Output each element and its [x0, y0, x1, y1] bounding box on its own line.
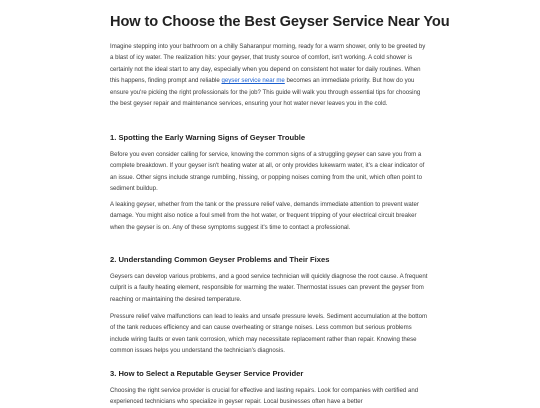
geyser-service-link[interactable]: geyser service near me [221, 77, 285, 85]
intro-text-after-link: becomes an immediate priority. But how do you ensure you're picking the right professionals for the job? This guide will walk you through essential tips for choosing the best geyser repair and maintenance services, ensuring your hot water never leaves you in the cold. [110, 77, 421, 108]
intro-text-before-link: Imagine stepping into your bathroom on a chilly Saharanpur morning, ready for a warm shower, only to be greeted by a blast of icy water. The realization hits: your geyser, that trusty source of comfort, isn't working. A cold shower is certainly not the ideal start to any day, especially when you depend on consistent hot water for daily routines. When this happens, finding prompt and reliable [110, 43, 426, 85]
section-2-paragraph-2: Pressure relief valve malfunctions can lead to leaks and unsafe pressure levels. Sediment accumulation at the bottom of the tank reduces efficiency and can cause overheating or strange noises. Less common but serious problems include wiring faults or even tank corrosion, which may necessitate replacement rather than repair. Knowing these common issues helps you understand the technician's diagnosis. [110, 313, 428, 355]
section-2-heading: 2. Understanding Common Geyser Problems and Their Fixes [110, 255, 330, 264]
section-1-paragraph-1: Before you even consider calling for service, knowing the common signs of a struggling geyser can save you from a complete breakdown. If your geyser isn't heating water at all, or only provides lukewarm water, it's a clear indicator of an issue. Other signs include strange rumbling, hissing, or popping noises coming from the unit, which often point to sediment buildup. [110, 151, 425, 193]
section-1-paragraph-2: A leaking geyser, whether from the tank or the pressure relief valve, demands immediate attention to prevent water damage. You might also notice a foul smell from the hot water, or frequent tripping of your electrical circuit breaker when the geyser is on. Any of these symptoms suggest it's time to contact a professional. [110, 201, 419, 231]
intro-paragraph [110, 41, 430, 109]
section-1-heading: 1. Spotting the Early Warning Signs of Geyser Trouble [110, 133, 306, 142]
section-2-paragraph-1: Geysers can develop various problems, and a good service technician will quickly diagnose the root cause. A frequent culprit is a faulty heating element, responsible for warming the water. Thermostat issues can prevent the geyser from reaching or maintaining the desired temperature. [110, 273, 428, 303]
section-3-paragraph-1: Choosing the right service provider is crucial for effective and lasting repairs. Look for companies with certified and experienced technicians who specialize in geyser repair. Local businesses often have a better [110, 387, 419, 406]
article-title: How to Choose the Best Geyser Service Near You [110, 14, 450, 30]
section-3-heading: 3. How to Select a Reputable Geyser Service Provider [110, 369, 304, 378]
